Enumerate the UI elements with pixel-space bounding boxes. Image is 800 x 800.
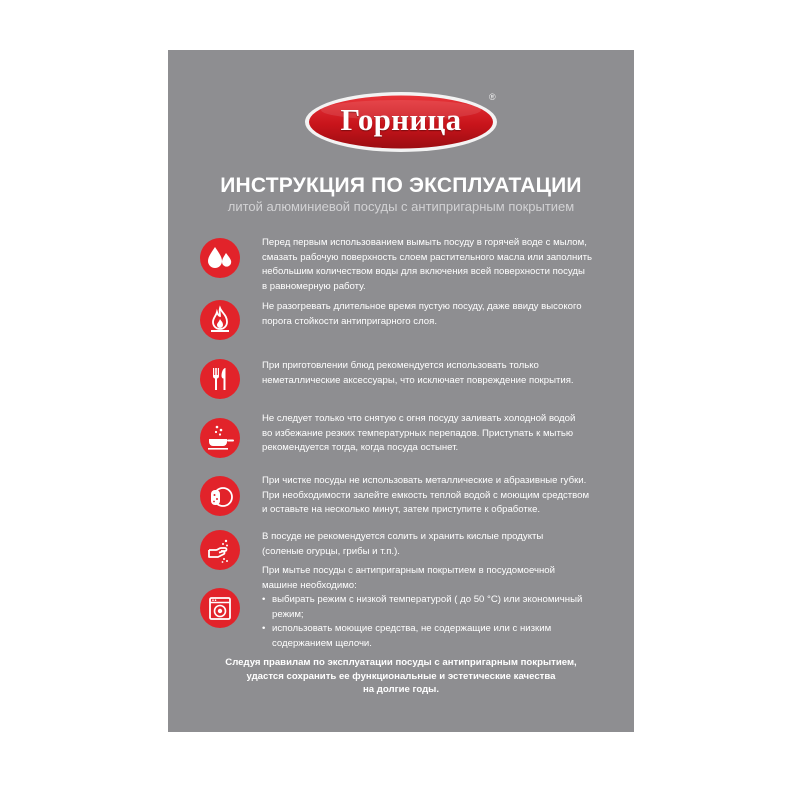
flame-icon — [200, 300, 240, 340]
instruction-text: Перед первым использованием вымыть посуду в горячей воде с мылом, смазать рабочую поверхность слоем растительного масла или заполнить небольшим количеством воды для включения всей поверхности посуды в равномерную работу. — [262, 237, 593, 292]
instruction-text: При мытье посуды с антипригарным покрытием в посудомоечной машине необходимо: • выбирать режим с низкой температурой ( до 50 °C) или экономичный режим; • использовать моющие средства, не содержащие или с низким содержанием щелочи. — [262, 564, 622, 651]
instruction-text: Не следует только что снятую с огня посуду заливать холодной водой во избежание резких температурных перепадов. Приступать к мытью рекомендуется тогда, когда посуда остынет. — [262, 413, 576, 453]
instruction-text: При приготовлении блюд рекомендуется использовать только неметаллические аксессуары, что исключает повреждение покрытия. — [262, 360, 574, 386]
water-drops-icon — [200, 238, 240, 278]
footer-note: Следуя правилам по эксплуатации посуды с антипригарным покрытием, удастся сохранить ее функциональные и эстетические качества на долгие годы. — [225, 657, 577, 695]
sponge-icon — [200, 476, 240, 516]
registered-mark: ® — [489, 92, 496, 102]
page-title: ИНСТРУКЦИЯ ПО ЭКСПЛУАТАЦИИ — [220, 174, 582, 197]
instruction-text: При чистке посуды не использовать металлические и абразивные губки. При необходимости залейте емкость теплой водой с моющим средством и оставьте на несколько минут, затем приступите к обработке. — [262, 475, 590, 515]
page-subtitle: литой алюминиевой посуды с антипригарным покрытием — [227, 199, 575, 214]
list-item: • выбирать режим с низкой температурой ( до 50 °C) или экономичный режим; — [262, 593, 622, 622]
salt-hand-icon — [200, 530, 240, 570]
brand-logo — [303, 90, 499, 154]
pan-water-icon — [200, 418, 240, 458]
list-item: • использовать моющие средства, не содержащие или с низким содержанием щелочи. — [262, 622, 622, 651]
instruction-sheet — [168, 50, 634, 732]
brand-name: Горница — [340, 102, 462, 137]
instruction-text: Не разогревать длительное время пустую посуду, даже ввиду высокого порога стойкости антипригарного слоя. — [262, 301, 582, 327]
cutlery-icon — [200, 359, 240, 399]
dishwasher-icon — [200, 588, 240, 628]
instruction-text: В посуде не рекомендуется солить и хранить кислые продукты (соленые огурцы, грибы и т.п.). — [262, 531, 544, 557]
